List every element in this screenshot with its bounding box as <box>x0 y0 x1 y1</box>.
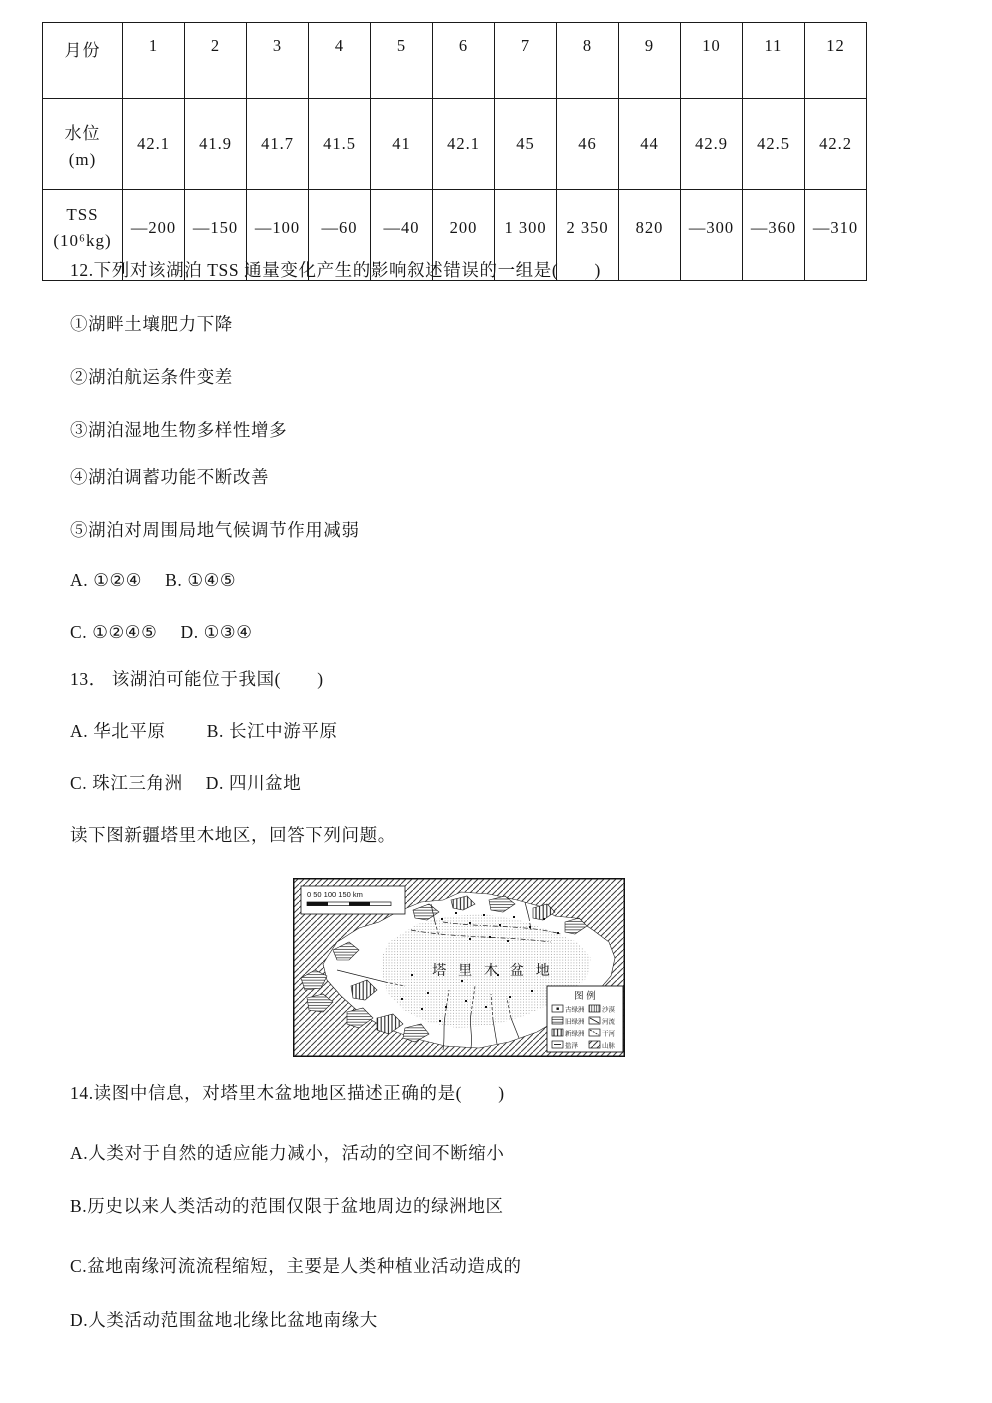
table-cell: 2 350 <box>557 190 619 281</box>
q12-options-ab: A. ①②④ B. ①④⑤ <box>70 570 237 590</box>
row-header-label: 月份 <box>64 41 101 60</box>
legend-label-mountains: 山脉 <box>602 1042 615 1050</box>
q12-item-4: ④湖泊调蓄功能不断改善 <box>70 467 270 487</box>
table-cell: 5 <box>371 23 433 99</box>
q13-options-ab: A. 华北平原 B. 长江中游平原 <box>70 721 338 741</box>
row-header-water-level <box>43 99 123 190</box>
table-cell: 45 <box>495 99 557 190</box>
table-cell: —200 <box>123 190 185 281</box>
q14-option-c: C.盆地南缘河流流程缩短，主要是人类种植业活动造成的 <box>70 1256 522 1276</box>
table-cell: 10 <box>681 23 743 99</box>
table-cell: 44 <box>619 99 681 190</box>
table-cell: 8 <box>557 23 619 99</box>
table-cell: 1 300 <box>495 190 557 281</box>
map-intro-text: 读下图新疆塔里木地区，回答下列问题。 <box>70 825 396 845</box>
table-cell: 6 <box>433 23 495 99</box>
table-cell: 42.1 <box>123 99 185 190</box>
table-cell: —310 <box>805 190 867 281</box>
table-cell: —40 <box>371 190 433 281</box>
table-cell: —150 <box>185 190 247 281</box>
q12-item-3: ③湖泊湿地生物多样性增多 <box>70 420 288 440</box>
question-14-stem: 14.读图中信息，对塔里木盆地地区描述正确的是( ) <box>70 1083 505 1103</box>
table-cell: —100 <box>247 190 309 281</box>
table-cell: 42.9 <box>681 99 743 190</box>
table-cell: 42.1 <box>433 99 495 190</box>
table-cell: 41.7 <box>247 99 309 190</box>
q12-item-1: ①湖畔土壤肥力下降 <box>70 314 233 334</box>
table-cell: 41.9 <box>185 99 247 190</box>
legend-label-new-oasis: 新绿洲 <box>565 1030 585 1038</box>
q13-options-cd: C. 珠江三角洲 D. 四川盆地 <box>70 773 302 793</box>
table-cell: —60 <box>309 190 371 281</box>
table-cell: 1 <box>123 23 185 99</box>
q14-option-d: D.人类活动范围盆地北缘比盆地南缘大 <box>70 1310 378 1330</box>
row-header-unit: (10⁶kg) <box>53 231 112 250</box>
legend-label-ancient-oasis: 古绿洲 <box>565 1006 585 1014</box>
question-12-stem: 12.下列对该湖泊 TSS 通量变化产生的影响叙述错误的一组是( ) <box>70 260 601 280</box>
table-cell: —360 <box>743 190 805 281</box>
scale-bar <box>301 886 405 914</box>
table-cell: 9 <box>619 23 681 99</box>
table-cell: 41.5 <box>309 99 371 190</box>
table-cell: 820 <box>619 190 681 281</box>
month-data-table <box>42 22 867 281</box>
region-label: 塔 里 木 盆 地 <box>432 962 554 978</box>
table-cell: 200 <box>433 190 495 281</box>
row-header-unit: (m) <box>68 149 97 169</box>
legend-label-desert: 沙漠 <box>602 1006 615 1014</box>
table-cell: 2 <box>185 23 247 99</box>
table-cell: 41 <box>371 99 433 190</box>
table-cell: —300 <box>681 190 743 281</box>
table-row-months <box>43 23 867 99</box>
row-header-label: TSS <box>66 205 99 224</box>
question-13-stem: 13． 该湖泊可能位于我国( ) <box>70 669 324 689</box>
table-cell: 4 <box>309 23 371 99</box>
q12-item-2: ②湖泊航运条件变差 <box>70 367 233 387</box>
map-legend <box>547 986 623 1052</box>
table-cell: 46 <box>557 99 619 190</box>
legend-label-old-oasis: 旧绿洲 <box>565 1018 585 1026</box>
q14-option-b: B.历史以来人类活动的范围仅限于盆地周边的绿洲地区 <box>70 1196 504 1216</box>
legend-title: 图 例 <box>574 991 596 1002</box>
legend-label-dry-river: 干河 <box>602 1030 615 1038</box>
scale-bar-ticks: 0 50 100 150 km <box>307 890 363 899</box>
table-cell: 42.5 <box>743 99 805 190</box>
legend-label-river: 河流 <box>602 1018 615 1026</box>
table-cell: 42.2 <box>805 99 867 190</box>
table-cell: 12 <box>805 23 867 99</box>
table-cell: 7 <box>495 23 557 99</box>
row-header-label: 水位 <box>64 123 101 143</box>
q12-options-cd: C. ①②④⑤ D. ①③④ <box>70 622 253 642</box>
q14-option-a: A.人类对于自然的适应能力减小，活动的空间不断缩小 <box>70 1143 505 1163</box>
tarim-basin-map <box>293 878 625 1057</box>
legend-label-salt-marsh: 盐泽 <box>565 1042 578 1050</box>
table-row-water-level <box>43 99 867 190</box>
table-cell: 3 <box>247 23 309 99</box>
q12-item-5: ⑤湖泊对周围局地气候调节作用减弱 <box>70 520 360 540</box>
row-header-month <box>43 23 123 99</box>
table-cell: 11 <box>743 23 805 99</box>
